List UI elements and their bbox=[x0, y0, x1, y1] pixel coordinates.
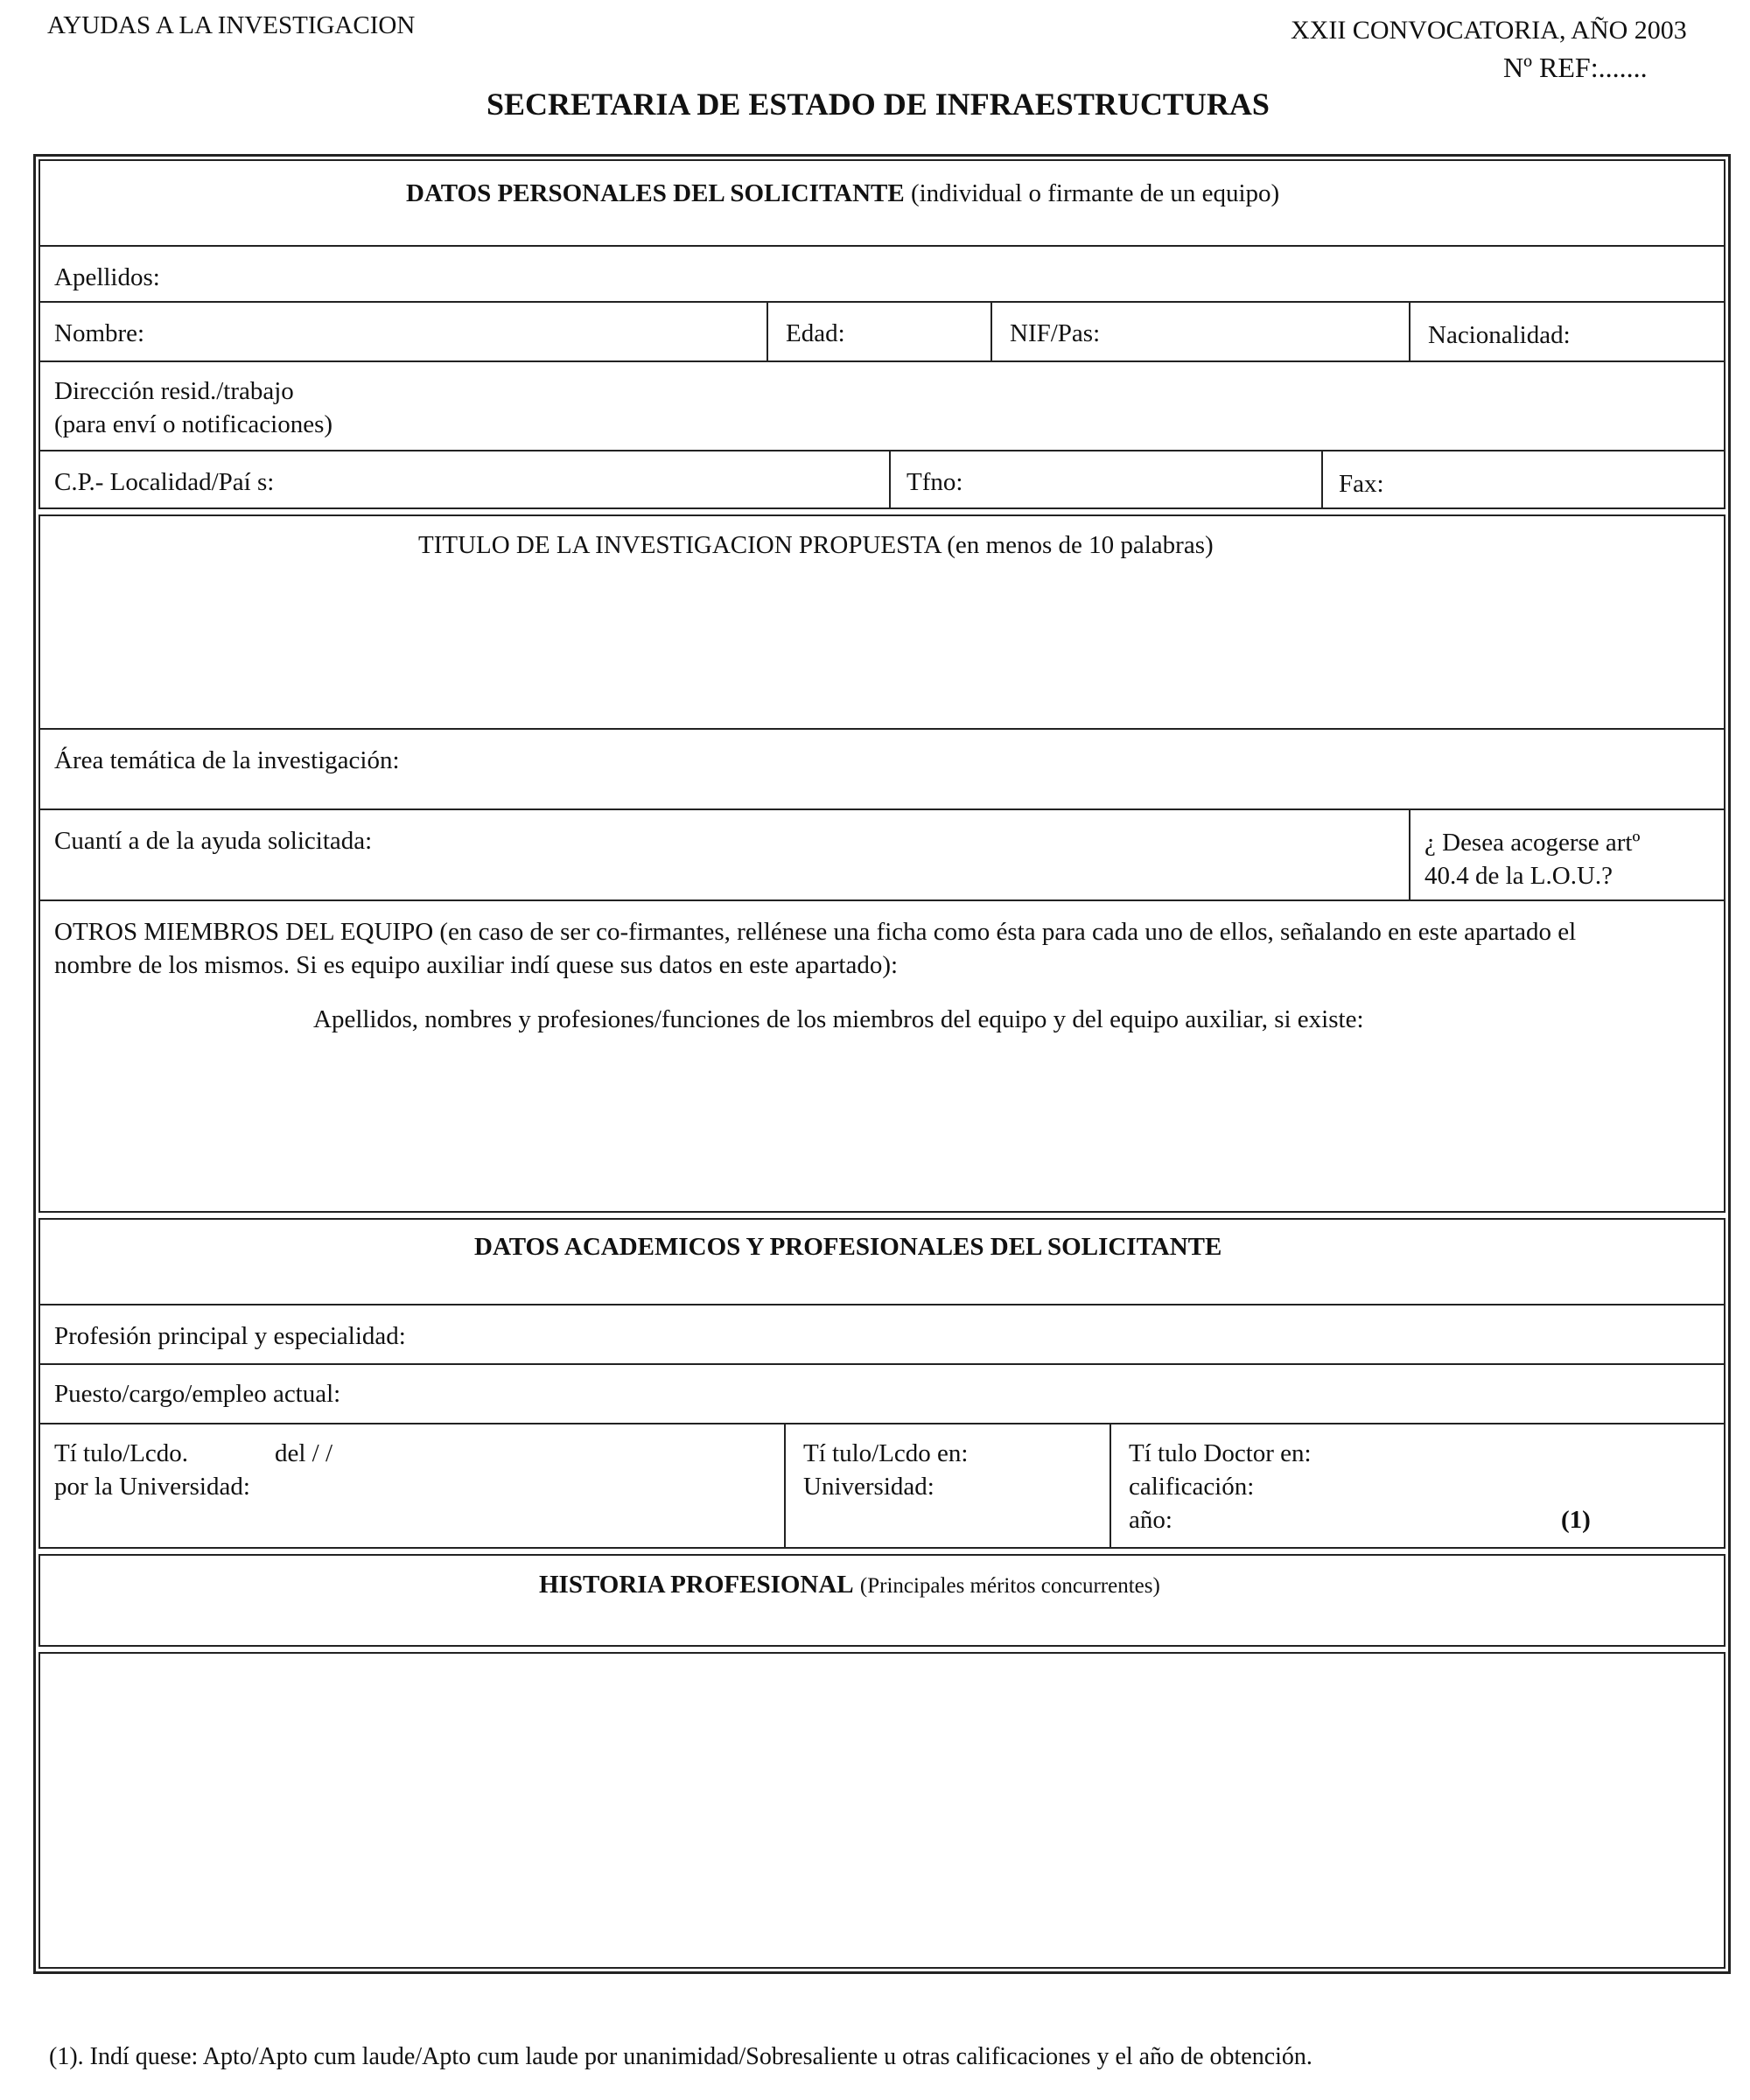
footnote: (1). Indí quese: Apto/Apto cum laude/Apto cum laude por unanimidad/Sobresaliente u otras calificaciones y el año de obtención. bbox=[49, 2043, 1312, 2070]
profesion-field[interactable] bbox=[446, 1320, 1710, 1353]
history-heading bbox=[539, 1570, 1160, 1601]
area-field[interactable] bbox=[438, 744, 1710, 777]
lou-question: ¿ Desea acogerse artº bbox=[1424, 829, 1641, 857]
divider bbox=[38, 245, 1726, 247]
otros-miembros-text: OTROS MIEMBROS DEL EQUIPO (en caso de ser co-firmantes, rellénese una ficha como ésta para cada uno de ellos, señalando en este apartado el bbox=[54, 918, 1577, 946]
lou-question-2: 40.4 de la L.O.U.? bbox=[1424, 862, 1614, 890]
cp-label: C.P.- Localidad/Paí s: bbox=[54, 468, 275, 496]
miembros-label: Apellidos, nombres y profesiones/funciones de los miembros del equipo y del equipo auxiliar, si existe: bbox=[313, 1005, 1364, 1033]
area-label: Área temática de la investigación: bbox=[54, 746, 400, 774]
divider bbox=[38, 1423, 1726, 1424]
edad-label: Edad: bbox=[786, 319, 845, 347]
cuantia-label: Cuantí a de la ayuda solicitada: bbox=[54, 827, 373, 855]
academic-heading: DATOS ACADEMICOS Y PROFESIONALES DEL SOLICITANTE bbox=[474, 1233, 1222, 1261]
cp-field[interactable] bbox=[306, 466, 887, 499]
miembros-field[interactable] bbox=[54, 1046, 1712, 1208]
tfno-field[interactable] bbox=[971, 466, 1316, 499]
divider bbox=[766, 301, 768, 360]
divider bbox=[1110, 1423, 1111, 1549]
edad-field[interactable] bbox=[866, 317, 984, 350]
por-universidad-label: por la Universidad: bbox=[54, 1473, 250, 1501]
footnote-ref: (1) bbox=[1561, 1506, 1591, 1534]
tfno-label: Tfno: bbox=[906, 468, 963, 496]
doctor-label: Tí tulo Doctor en: bbox=[1129, 1439, 1312, 1467]
titulo-en-field[interactable] bbox=[998, 1437, 1106, 1470]
research-heading-note: (en menos de 10 palabras) bbox=[947, 531, 1214, 559]
puesto-label: Puesto/cargo/empleo actual: bbox=[54, 1380, 341, 1408]
personal-heading bbox=[406, 178, 1279, 208]
universidad-label: Universidad: bbox=[803, 1473, 934, 1501]
anio-label: año: bbox=[1129, 1506, 1172, 1534]
divider bbox=[38, 301, 1726, 303]
divider bbox=[38, 360, 1726, 362]
reference-number: Nº REF:....... bbox=[1503, 52, 1648, 83]
nacionalidad-field[interactable] bbox=[1592, 318, 1718, 352]
nacionalidad-label: Nacionalidad: bbox=[1428, 321, 1571, 349]
universidad-field[interactable] bbox=[280, 1470, 774, 1503]
divider bbox=[38, 1304, 1726, 1306]
calificacion-label: calificación: bbox=[1129, 1473, 1255, 1501]
direccion-field[interactable] bbox=[385, 385, 1701, 430]
divider bbox=[889, 450, 891, 509]
personal-heading-note: (individual o firmante de un equipo) bbox=[910, 179, 1280, 207]
divider bbox=[990, 301, 992, 360]
titulo-lcdo-label: Tí tulo/Lcdo. bbox=[54, 1439, 189, 1467]
divider bbox=[38, 808, 1726, 810]
call-label: XXII CONVOCATORIA, AÑO 2003 bbox=[1291, 16, 1687, 45]
cuantia-field[interactable] bbox=[411, 824, 1404, 858]
divider bbox=[1321, 450, 1323, 509]
divider bbox=[38, 450, 1726, 452]
doctor-field[interactable] bbox=[1339, 1437, 1710, 1470]
puesto-field[interactable] bbox=[376, 1377, 1710, 1410]
otros-miembros-text-2: nombre de los mismos. Si es equipo auxiliar indí quese sus datos en este apartado): bbox=[54, 951, 899, 979]
titulo-field[interactable] bbox=[54, 569, 1712, 721]
divider bbox=[38, 728, 1726, 730]
personal-heading-title: DATOS PERSONALES DEL SOLICITANTE bbox=[406, 179, 905, 207]
nombre-label: Nombre: bbox=[54, 319, 145, 347]
divider bbox=[1409, 301, 1410, 360]
history-heading-note: (Principales méritos concurrentes) bbox=[859, 1574, 1160, 1598]
apellidos-field[interactable] bbox=[210, 261, 1701, 294]
historia-field[interactable] bbox=[52, 1662, 1715, 1962]
apellidos-label: Apellidos: bbox=[54, 263, 160, 291]
nif-label: NIF/Pas: bbox=[1010, 319, 1101, 347]
history-heading-title: HISTORIA PROFESIONAL bbox=[539, 1571, 854, 1599]
divider bbox=[38, 900, 1726, 901]
page-title: SECRETARIA DE ESTADO DE INFRAESTRUCTURAS bbox=[486, 87, 1270, 122]
direccion-label: Dirección resid./trabajo bbox=[54, 377, 294, 405]
direccion-note: (para enví o notificaciones) bbox=[54, 410, 333, 438]
divider bbox=[38, 1363, 1726, 1365]
divider bbox=[784, 1423, 786, 1549]
fecha-label: del / / bbox=[275, 1439, 333, 1467]
research-heading bbox=[418, 530, 1214, 560]
titulo-en-label: Tí tulo/Lcdo en: bbox=[803, 1439, 969, 1467]
program-label: AYUDAS A LA INVESTIGACION bbox=[47, 11, 416, 39]
nombre-field[interactable] bbox=[166, 317, 765, 350]
fax-field[interactable] bbox=[1400, 467, 1718, 500]
divider bbox=[1409, 808, 1410, 900]
nif-field[interactable] bbox=[1124, 317, 1407, 350]
research-heading-title: TITULO DE LA INVESTIGACION PROPUESTA bbox=[418, 531, 941, 559]
profesion-label: Profesión principal y especialidad: bbox=[54, 1322, 406, 1350]
fax-label: Fax: bbox=[1339, 470, 1384, 498]
